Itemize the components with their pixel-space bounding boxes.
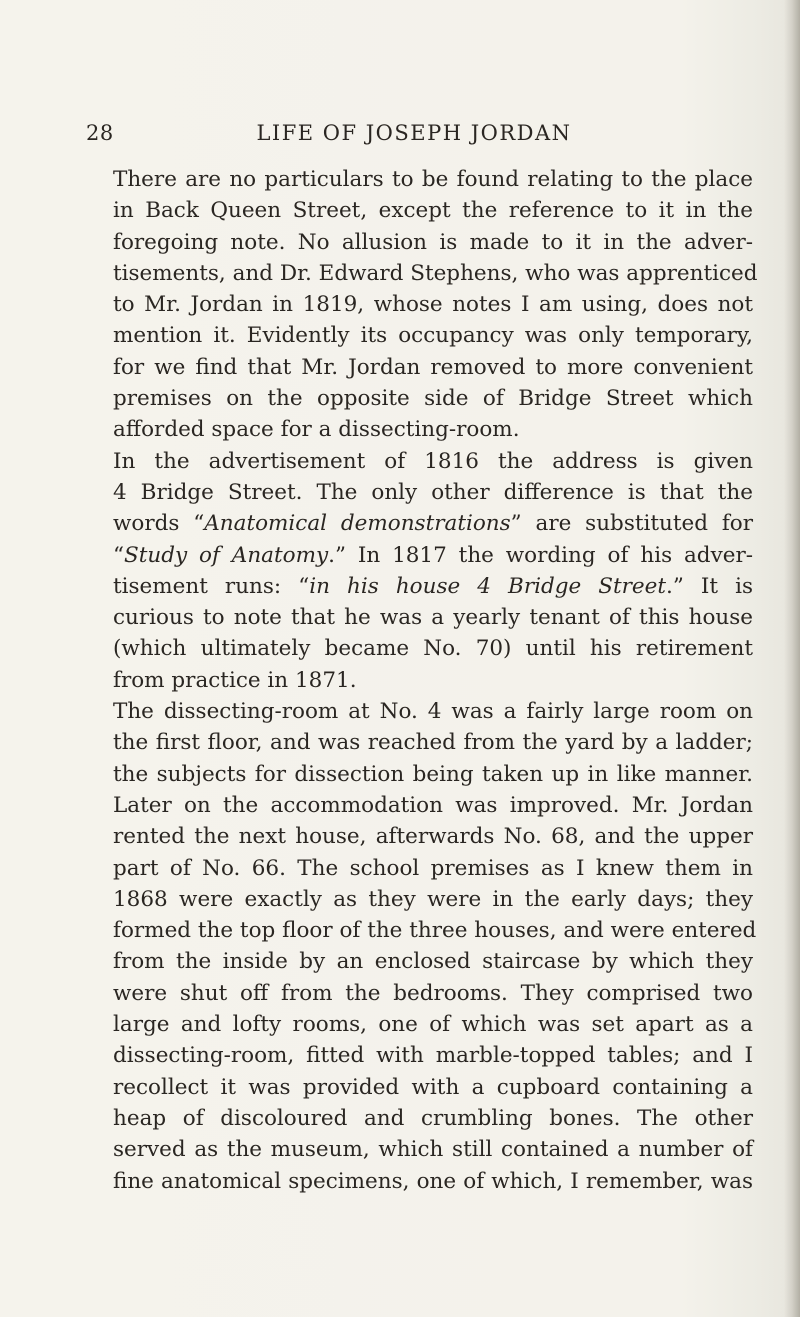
italic-phrase: in his house 4 Bridge Street <box>309 573 667 599</box>
text-line <box>113 821 753 852</box>
text-line <box>113 1103 753 1134</box>
page-edge-shadow <box>784 0 800 1317</box>
text-segment: words “ <box>113 511 205 537</box>
text-segment: Later on the accommodation was improved. Mr. Jordan <box>113 792 753 818</box>
text-segment: (which ultimately became No. 70) until his retirement <box>113 636 753 662</box>
text-segment: afforded space for a dissecting-room. <box>113 417 520 443</box>
body-text <box>113 164 758 1197</box>
text-segment: In the advertisement of 1816 the address is given <box>113 448 753 474</box>
text-segment: The dissecting-room at No. 4 was a fairly large room on <box>113 699 753 725</box>
text-segment: ” are substituted for <box>510 511 753 537</box>
text-line <box>113 540 753 571</box>
text-line <box>113 978 753 1009</box>
text-segment: in Back Queen Street, except the reference to it in the <box>113 198 753 224</box>
text-line <box>113 508 753 539</box>
text-segment: There are no particulars to be found relating to the place <box>113 167 753 192</box>
text-line <box>113 414 753 445</box>
text-segment: mention it. Evidently its occupancy was only temporary, <box>113 323 753 349</box>
text-segment: tisements, and Dr. Edward Stephens, who was apprenticed <box>113 260 758 286</box>
text-line <box>113 853 753 884</box>
text-line <box>113 946 753 977</box>
text-line <box>113 727 753 758</box>
text-line <box>113 320 753 351</box>
page-number: 28 <box>86 121 114 145</box>
text-segment: to Mr. Jordan in 1819, whose notes I am using, does not <box>113 292 753 318</box>
text-segment: were shut off from the bedrooms. They comprised two <box>113 980 753 1006</box>
italic-phrase: Study of Anatomy <box>124 542 329 568</box>
text-segment: for we find that Mr. Jordan removed to more convenient <box>113 354 753 380</box>
text-line <box>113 633 753 664</box>
text-segment: recollect it was provided with a cupboard containing a <box>113 1074 753 1100</box>
text-segment: foregoing note. No allusion is made to it in the adver- <box>113 229 753 255</box>
text-line <box>113 446 753 477</box>
text-segment: dissecting-room, fitted with marble-topped tables; and I <box>113 1043 753 1069</box>
text-segment: .” In 1817 the wording of his adver- <box>328 542 753 568</box>
text-segment: rented the next house, afterwards No. 68, and the upper <box>113 824 753 850</box>
text-segment: .” It is <box>666 573 753 599</box>
text-line <box>113 383 753 414</box>
text-line <box>113 258 758 289</box>
page-header <box>86 121 742 151</box>
text-segment: heap of discoloured and crumbling bones. The other <box>113 1105 753 1131</box>
text-line <box>113 884 753 915</box>
text-segment: large and lofty rooms, one of which was set apart as a <box>113 1012 753 1038</box>
text-line <box>113 1166 753 1197</box>
text-line <box>113 602 753 633</box>
text-line <box>113 289 753 320</box>
text-segment: tisement runs: “ <box>113 573 310 599</box>
text-segment: 4 Bridge Street. The only other difference is that the <box>113 479 753 505</box>
text-segment: served as the museum, which still contained a number of <box>113 1137 753 1163</box>
text-segment: the first floor, and was reached from the yard by a ladder; <box>113 730 753 756</box>
text-segment: fine anatomical specimens, one of which, I remember, was <box>113 1168 753 1194</box>
text-line <box>113 759 753 790</box>
text-segment: “ <box>113 542 124 568</box>
italic-phrase: Anatomical demonstrations <box>204 511 511 537</box>
text-line <box>113 915 757 946</box>
text-line <box>113 696 753 727</box>
text-line <box>113 164 753 195</box>
text-line <box>113 227 753 258</box>
text-line <box>113 790 753 821</box>
text-line <box>113 571 753 602</box>
text-line <box>113 1072 753 1103</box>
text-segment: curious to note that he was a yearly tenant of this house <box>113 605 753 631</box>
text-line <box>113 1040 753 1071</box>
text-segment: from practice in 1871. <box>113 667 357 693</box>
text-segment: premises on the opposite side of Bridge Street which <box>113 386 753 412</box>
text-segment: formed the top floor of the three houses, and were entered <box>113 918 757 944</box>
text-line <box>113 195 753 226</box>
text-line <box>113 477 753 508</box>
running-title: LIFE OF JOSEPH JORDAN <box>256 121 572 145</box>
text-segment: part of No. 66. The school premises as I knew them in <box>113 855 753 881</box>
text-line <box>113 665 753 696</box>
text-line <box>113 1134 753 1165</box>
text-segment: from the inside by an enclosed staircase by which they <box>113 949 753 975</box>
text-line <box>113 1009 753 1040</box>
text-segment: the subjects for dissection being taken up in like manner. <box>113 761 753 787</box>
text-line <box>113 352 753 383</box>
text-segment: 1868 were exactly as they were in the early days; they <box>113 886 753 912</box>
